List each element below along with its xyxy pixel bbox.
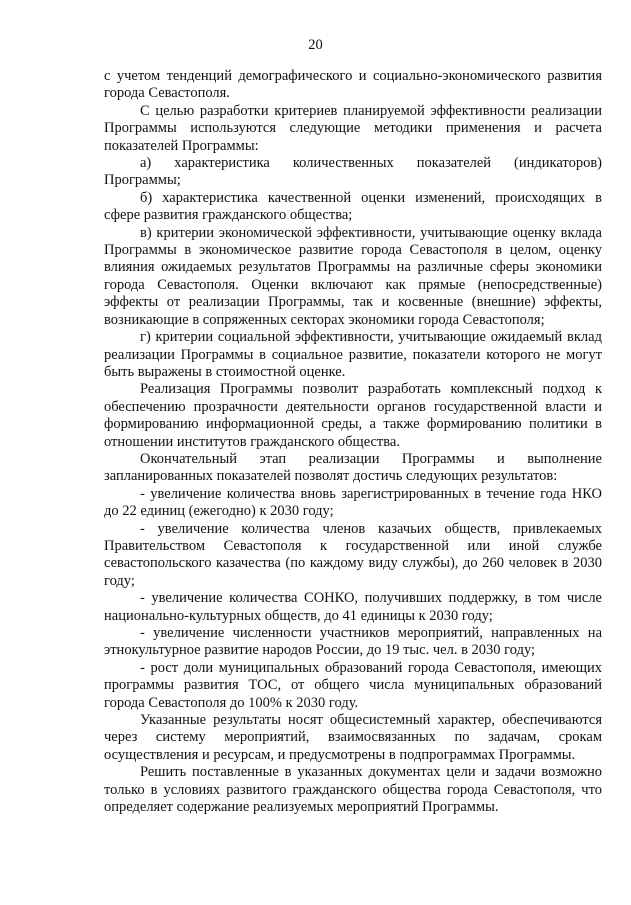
- paragraph: Реализация Программы позволит разработать комплексный подход к обеспечению прозрачности деятельности органов государственной власти и формированию информационной среды, а также формированию политики в отношении институтов гражданского общества.: [104, 381, 602, 450]
- list-item: а) характеристика количественных показателей (индикаторов) Программы;: [104, 155, 602, 189]
- list-item: г) критерии социальной эффективности, учитывающие ожидаемый вклад реализации Программы в социальное развитие, показатели которого не могут быть выражены в стоимостной оценке.: [104, 329, 602, 380]
- page-number: 20: [308, 37, 323, 53]
- list-item: - увеличение количества членов казачьих обществ, привлекаемых Правительством Севастополя к государственной или иной службе севастопольского казачества (по каждому виду службы), до 260 человек в 2030 году;: [104, 520, 602, 589]
- paragraph: Решить поставленные в указанных документах цели и задачи возможно только в условиях развитого гражданского общества города Севастополя, что определяет содержание реализуемых мероприятий Программы.: [104, 764, 602, 816]
- paragraph: С целью разработки критериев планируемой эффективности реализации Программы используются следующие методики применения и расчета показателей Программы:: [104, 102, 602, 154]
- list-item: - увеличение количества СОНКО, получивших поддержку, в том числе национально-культурных обществ, до 41 единицы к 2030 году;: [104, 590, 602, 624]
- paragraph: Указанные результаты носят общесистемный характер, обеспечиваются через систему мероприятий, взаимосвязанных по задачам, срокам осуществления и ресурсам, и предусмотрены в подпрограммах Программы.: [104, 712, 602, 763]
- paragraph: с учетом тенденций демографического и социально-экономического развития города Севастополя.: [104, 68, 602, 102]
- paragraph: Окончательный этап реализации Программы и выполнение запланированных показателей позволят достичь следующих результатов:: [104, 450, 602, 485]
- list-item: - рост доли муниципальных образований города Севастополя, имеющих программы развития ТОС, от общего числа муниципальных образований города Севастополя до 100% к 2030 году.: [104, 659, 602, 711]
- list-item: б) характеристика качественной оценки изменений, происходящих в сфере развития гражданского общества;: [104, 189, 602, 224]
- document-body: [104, 68, 602, 816]
- list-item: в) критерии экономической эффективности, учитывающие оценку вклада Программы в экономическое развитие города Севастополя в целом, оценку влияния ожидаемых результатов Программы на различные сферы экономики города Севастополя. Оценки включают как прямые (непосредственные) эффекты от реализации Программы, так и косвенные (внешние) эффекты, возникающие в сопряженных секторах экономики города Севастополя;: [104, 224, 602, 328]
- list-item: - увеличение количества вновь зарегистрированных в течение года НКО до 22 единиц (ежегодно) к 2030 году;: [104, 485, 602, 520]
- list-item: - увеличение численности участников мероприятий, направленных на этнокультурное развитие народов России, до 19 тыс. чел. в 2030 году;: [104, 625, 602, 659]
